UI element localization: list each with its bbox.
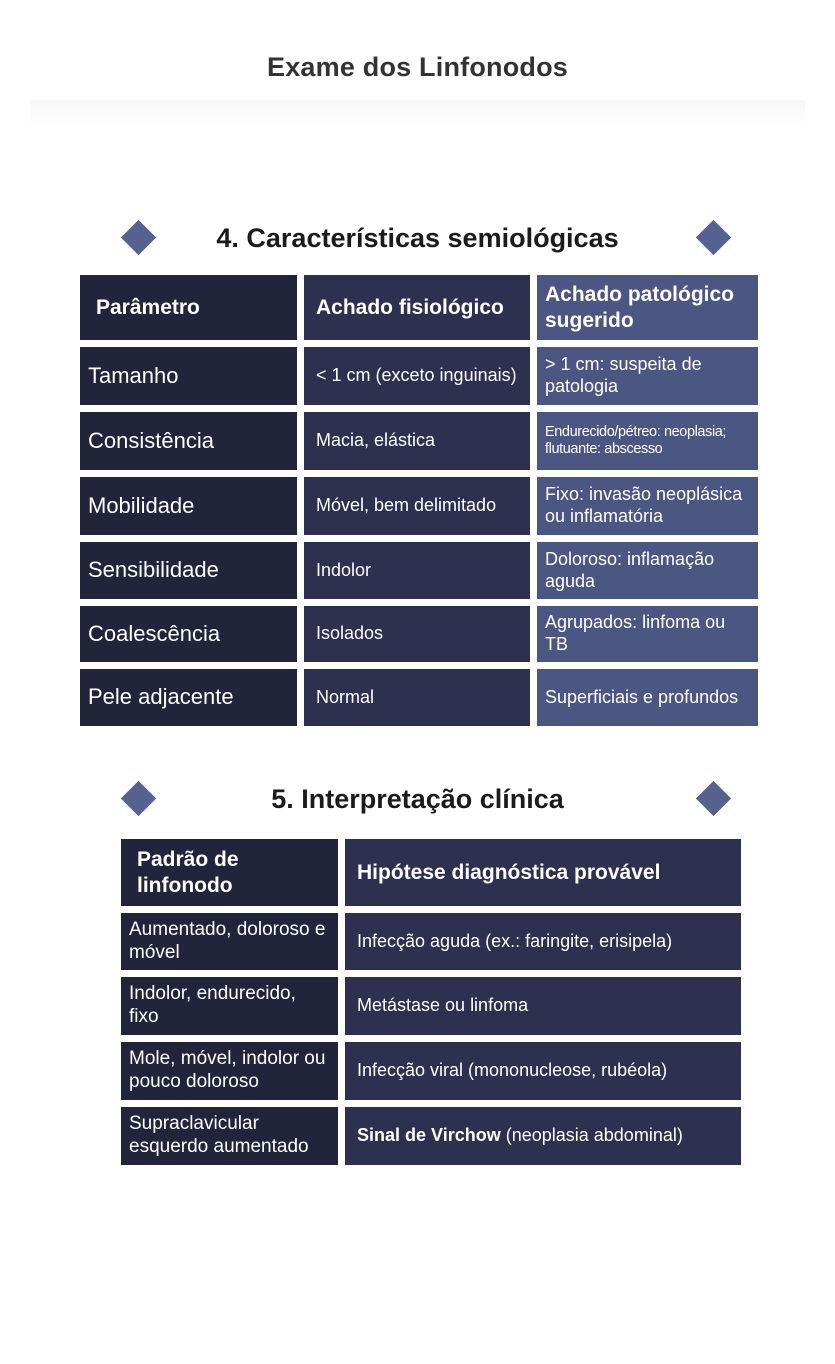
table-row-physiological: Macia, elástica bbox=[304, 412, 530, 470]
virchow-sign-detail: (neoplasia abdominal) bbox=[500, 1125, 683, 1146]
interpretation-table bbox=[121, 839, 741, 1165]
section-5-heading bbox=[0, 776, 835, 820]
table-row-parameter: Coalescência bbox=[80, 606, 297, 662]
table-row-pathological: Endurecido/pétreo: neoplasia; flutuante: abscesso bbox=[537, 412, 758, 470]
header-hypothesis: Hipótese diagnóstica provável bbox=[345, 839, 741, 906]
table-row-pathological: Fixo: invasão neoplásica ou inflamatória bbox=[537, 477, 758, 535]
table-row-physiological: Indolor bbox=[304, 542, 530, 599]
table-row-pathological: Agrupados: linfoma ou TB bbox=[537, 606, 758, 662]
table-row-pattern: Indolor, endurecido, fixo bbox=[121, 977, 338, 1035]
table-row-physiological: Móvel, bem delimitado bbox=[304, 477, 530, 535]
header-pathological: Achado patológico sugerido bbox=[537, 275, 758, 340]
table-row-physiological: < 1 cm (exceto inguinais) bbox=[304, 347, 530, 405]
table-row-physiological: Normal bbox=[304, 669, 530, 726]
table-row-parameter: Tamanho bbox=[80, 347, 297, 405]
table-row-hypothesis: Metástase ou linfoma bbox=[345, 977, 741, 1035]
table-row-hypothesis: Infecção viral (mononucleose, rubéola) bbox=[345, 1042, 741, 1100]
header-physiological: Achado fisiológico bbox=[304, 275, 530, 340]
table-row-parameter: Mobilidade bbox=[80, 477, 297, 535]
table-row-parameter: Pele adjacente bbox=[80, 669, 297, 726]
virchow-sign-label: Sinal de Virchow bbox=[357, 1125, 501, 1146]
table-row-hypothesis: Infecção aguda (ex.: faringite, erisipela) bbox=[345, 913, 741, 970]
table-row-physiological: Isolados bbox=[304, 606, 530, 662]
table-row-pattern: Supraclavicular esquerdo aumentado bbox=[121, 1107, 338, 1165]
table-row-pathological: Superficiais e profundos bbox=[537, 669, 758, 726]
page-title: Exame dos Linfonodos bbox=[266, 52, 569, 82]
table-row-pathological: > 1 cm: suspeita de patologia bbox=[537, 347, 758, 405]
section-5-title: 5. Interpretação clínica bbox=[271, 784, 564, 814]
table-row-pattern: Aumentado, doloroso e móvel bbox=[121, 913, 338, 970]
characteristics-table bbox=[80, 275, 758, 726]
table-row-parameter: Sensibilidade bbox=[80, 542, 297, 599]
title-divider bbox=[30, 100, 805, 128]
table-row-parameter: Consistência bbox=[80, 412, 297, 470]
header-parameter: Parâmetro bbox=[80, 275, 297, 340]
section-4-title: 4. Características semiológicas bbox=[216, 223, 619, 253]
table-row-pattern: Mole, móvel, indolor ou pouco doloroso bbox=[121, 1042, 338, 1100]
table-row-hypothesis bbox=[345, 1107, 741, 1165]
section-4-heading bbox=[0, 215, 835, 259]
table-row-pathological: Doloroso: inflamação aguda bbox=[537, 542, 758, 599]
header-pattern: Padrão de linfonodo bbox=[121, 839, 338, 906]
